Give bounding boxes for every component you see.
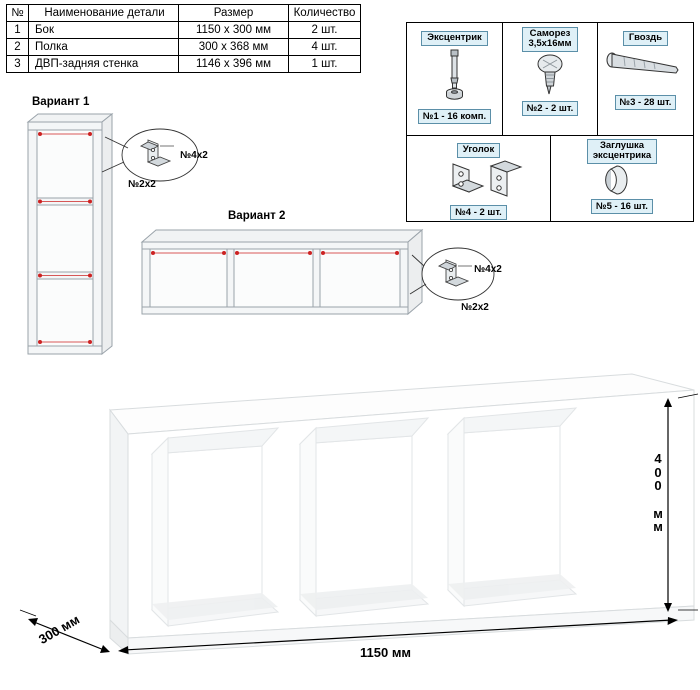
dimension-height-label: 4 0 0 м м — [653, 451, 663, 535]
cap-icon — [551, 164, 693, 196]
hardware-item-cam-lock — [407, 27, 502, 124]
hardware-title-line1: Саморез — [529, 28, 571, 39]
header-quantity: Количество — [289, 5, 361, 22]
table-row — [7, 22, 361, 39]
cell-quantity: 4 шт. — [289, 39, 361, 56]
cell-part-name: ДВП-задняя стенка — [29, 56, 179, 73]
cell-number: 1 — [7, 22, 29, 39]
hardware-title — [522, 27, 577, 52]
hardware-title-line2: 3,5х16мм — [528, 38, 572, 50]
cell-number: 2 — [7, 39, 29, 56]
variant-2-diagram — [130, 222, 500, 332]
table-row — [7, 56, 361, 73]
hardware-item-angle-bracket — [407, 139, 550, 220]
hardware-quantity-label: №3 - 28 шт. — [615, 95, 677, 110]
hardware-title: Уголок — [457, 143, 500, 158]
hardware-item-screw — [503, 27, 597, 116]
hardware-item-cap — [551, 139, 693, 214]
product-3d-view — [0, 358, 700, 678]
table-header-row — [7, 5, 361, 22]
dimension-depth-label: 300 мм — [36, 611, 83, 647]
cell-number: 3 — [7, 56, 29, 73]
hardware-quantity-label: №4 - 2 шт. — [450, 205, 507, 220]
table-row — [7, 39, 361, 56]
header-size: Размер — [179, 5, 289, 22]
variant-2-caption: Вариант 2 — [228, 210, 286, 222]
hardware-title: Гвоздь — [623, 31, 668, 46]
nail-icon — [598, 46, 693, 92]
hardware-panel — [406, 22, 694, 222]
hardware-quantity-label: №5 - 16 шт. — [591, 199, 653, 214]
hardware-title-line1: Заглушка — [599, 140, 645, 151]
cam-lock-icon — [407, 46, 502, 106]
screw-icon — [503, 52, 597, 98]
cell-size: 1150 х 300 мм — [179, 22, 289, 39]
hardware-title — [587, 139, 657, 164]
variant-1-callout-2x2: №2х2 — [128, 179, 156, 190]
variant-1-callout-4x2: №4х2 — [180, 150, 208, 161]
variant-2-callout-2x2: №2х2 — [461, 302, 489, 313]
hardware-quantity-label: №2 - 2 шт. — [522, 101, 579, 116]
cell-size: 1146 х 396 мм — [179, 56, 289, 73]
hardware-title: Эксцентрик — [421, 31, 488, 46]
cell-size: 300 х 368 мм — [179, 39, 289, 56]
cell-part-name: Полка — [29, 39, 179, 56]
variant-2-callout-4x2: №4х2 — [474, 264, 502, 275]
angle-bracket-icon — [407, 158, 550, 202]
dimension-width-label: 1150 мм — [360, 645, 412, 660]
hardware-quantity-label: №1 - 16 комп. — [418, 109, 491, 124]
hardware-title-line2: эксцентрика — [592, 150, 652, 162]
parts-table — [6, 4, 361, 73]
header-number: № — [7, 5, 29, 22]
hardware-item-nail — [598, 27, 693, 110]
cell-part-name: Бок — [29, 22, 179, 39]
variant-1-caption: Вариант 1 — [32, 96, 90, 108]
cell-quantity: 1 шт. — [289, 56, 361, 73]
cell-quantity: 2 шт. — [289, 22, 361, 39]
header-part-name: Наименование детали — [29, 5, 179, 22]
